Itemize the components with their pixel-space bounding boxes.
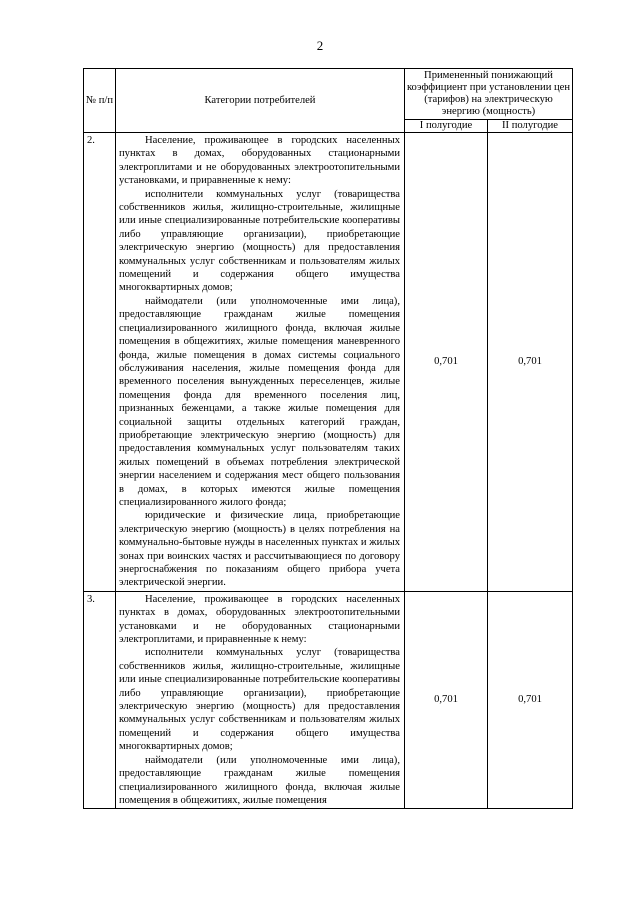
row-number: 2. — [84, 133, 116, 592]
row-number: 3. — [84, 591, 116, 809]
category-paragraph: Население, проживающее в городских населенных пунктах в домах, оборудованных электроотопительными установками и не оборудованных стационарными электроплитами, и приравненные к нему: — [119, 593, 400, 646]
category-paragraph: Население, проживающее в городских населенных пунктах в домах, оборудованных стационарными электроплитами и не оборудованных электроотопительными установками, и приравненные к нему: — [119, 135, 400, 187]
coefficient-half1: 0,701 — [405, 133, 488, 592]
coefficient-half2: 0,701 — [488, 591, 573, 809]
coefficient-half1: 0,701 — [405, 591, 488, 809]
header-num: № п/п — [84, 69, 116, 133]
category-paragraph: юридические и физические лица, приобретающие электрическую энергию (мощность) в целях потребления на коммунально-бытовые нужды в населенных пунктах и жилых зонах при воинских частях и рассчитывающиеся по договору энергоснабжения по показаниям общего прибора учета электрической энергии. — [119, 510, 400, 589]
header-half2: II полугодие — [488, 120, 573, 133]
category-paragraph: исполнители коммунальных услуг (товарищества собственников жилья, жилищно-строительные, жилищные или иные специализированные потребительские кооперативы либо управляющие организации), приобретающие электрическую энергию (мощность) для предоставления коммунальных услуг собственникам и пользователям жилых помещений и содержания общего имущества многоквартирных домов; — [119, 647, 400, 753]
header-half1: I полугодие — [405, 120, 488, 133]
page-number: 2 — [316, 38, 324, 53]
table-row — [84, 133, 573, 592]
category-paragraph: наймодатели (или уполномоченные ими лица), предоставляющие гражданам жилые помещения специализированного жилищного фонда, включая жилые помещения в общежитиях, жилые помещения маневренного фонда, жилые помещения в домах системы социального обслуживания населения, жилые помещения фонда для временного поселения вынужденных переселенцев, жилые помещения фонда для временного поселения лиц, признанных беженцами, а также жилые помещения для социальной защиты отдельных категорий граждан, приобретающие электрическую энергию (мощность) для предоставления коммунальных услуг пользователям таких жилых помещений в объемах потребления электрической энергии населением и содержания мест общего пользования в домах, в которых имеются жилые помещения специализированного жилого фонда; — [119, 295, 400, 508]
coefficient-half2: 0,701 — [488, 133, 573, 592]
coefficients-table — [83, 68, 573, 809]
category-text — [116, 591, 405, 809]
category-paragraph: исполнители коммунальных услуг (товарищества собственников жилья, жилищно-строительные, жилищные или иные специализированные потребительские кооперативы либо управляющие организации), приобретающие электрическую энергию (мощность) для предоставления коммунальных услуг собственникам и пользователям жилых помещений и содержания общего имущества многоквартирных домов; — [119, 188, 400, 294]
category-text — [116, 133, 405, 592]
header-category: Категории потребителей — [116, 69, 405, 133]
category-paragraph: наймодатели (или уполномоченные ими лица), предоставляющие гражданам жилые помещения специализированного жилищного фонда, включая жилые помещения в общежитиях, жилые помещения — [119, 754, 400, 806]
table-row — [84, 591, 573, 809]
header-coefficient: Примененный понижающий коэффициент при установлении цен (тарифов) на электрическую энергию (мощность) — [405, 69, 573, 120]
